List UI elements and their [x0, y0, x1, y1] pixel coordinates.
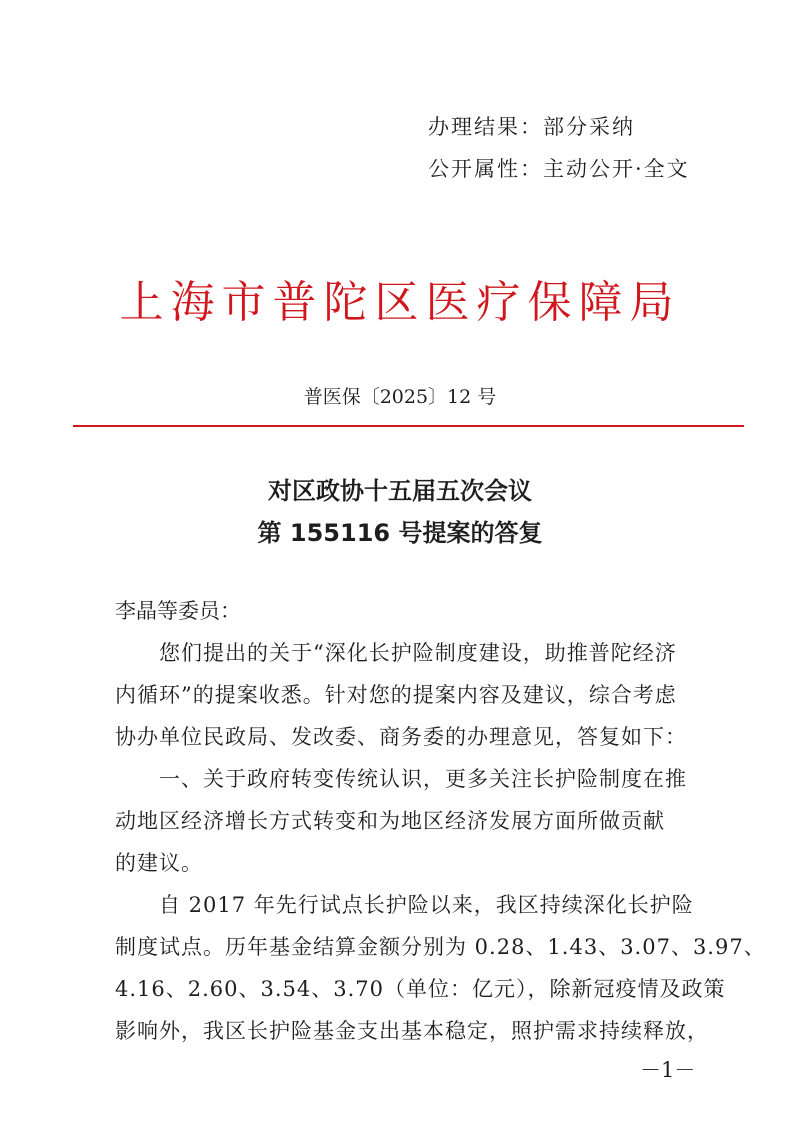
issuing-organization: 上海市普陀区医疗保障局 [119, 277, 681, 328]
paragraph-line: 自 2017 年先行试点长护险以来，我区持续深化长护险 [115, 893, 694, 917]
paragraph-line: 制度试点。历年基金结算金额分别为 0.28、1.43、3.07、3.97、 [115, 935, 766, 959]
disclosure-attribute: 公开属性：主动公开·全文 [428, 157, 690, 181]
paragraph-line: 一、关于政府转变传统认识，更多关注长护险制度在推 [115, 767, 687, 791]
salutation: 李晶等委员： [115, 599, 241, 623]
document-title-line-2: 第 155116 号提案的答复 [257, 519, 543, 547]
red-divider-line [73, 425, 744, 427]
document-number: 普医保〔2025〕12 号 [303, 386, 497, 408]
page-number: －1－ [640, 1058, 696, 1082]
paragraph-line: 4.16、2.60、3.54、3.70（单位：亿元），除新冠疫情及政策 [115, 977, 726, 1001]
document-title-line-1: 对区政协十五届五次会议 [268, 477, 532, 505]
paragraph-line: 协办单位民政局、发改委、商务委的办理意见，答复如下： [115, 725, 687, 749]
paragraph-line: 的建议。 [115, 851, 203, 875]
paragraph-3 [115, 884, 766, 1052]
paragraph-line: 您们提出的关于“深化长护险制度建设，助推普陀经济 [115, 641, 677, 665]
paragraph-line: 动地区经济增长方式转变和为地区经济发展方面所做贡献 [115, 809, 665, 833]
paragraph-line: 内循环”的提案收悉。针对您的提案内容及建议，综合考虑 [115, 683, 677, 707]
paragraph-2 [115, 758, 693, 884]
paragraph-line: 影响外，我区长护险基金支出基本稳定，照护需求持续释放， [115, 1019, 709, 1043]
paragraph-1 [115, 632, 693, 758]
handling-result: 办理结果：部分采纳 [428, 115, 635, 139]
